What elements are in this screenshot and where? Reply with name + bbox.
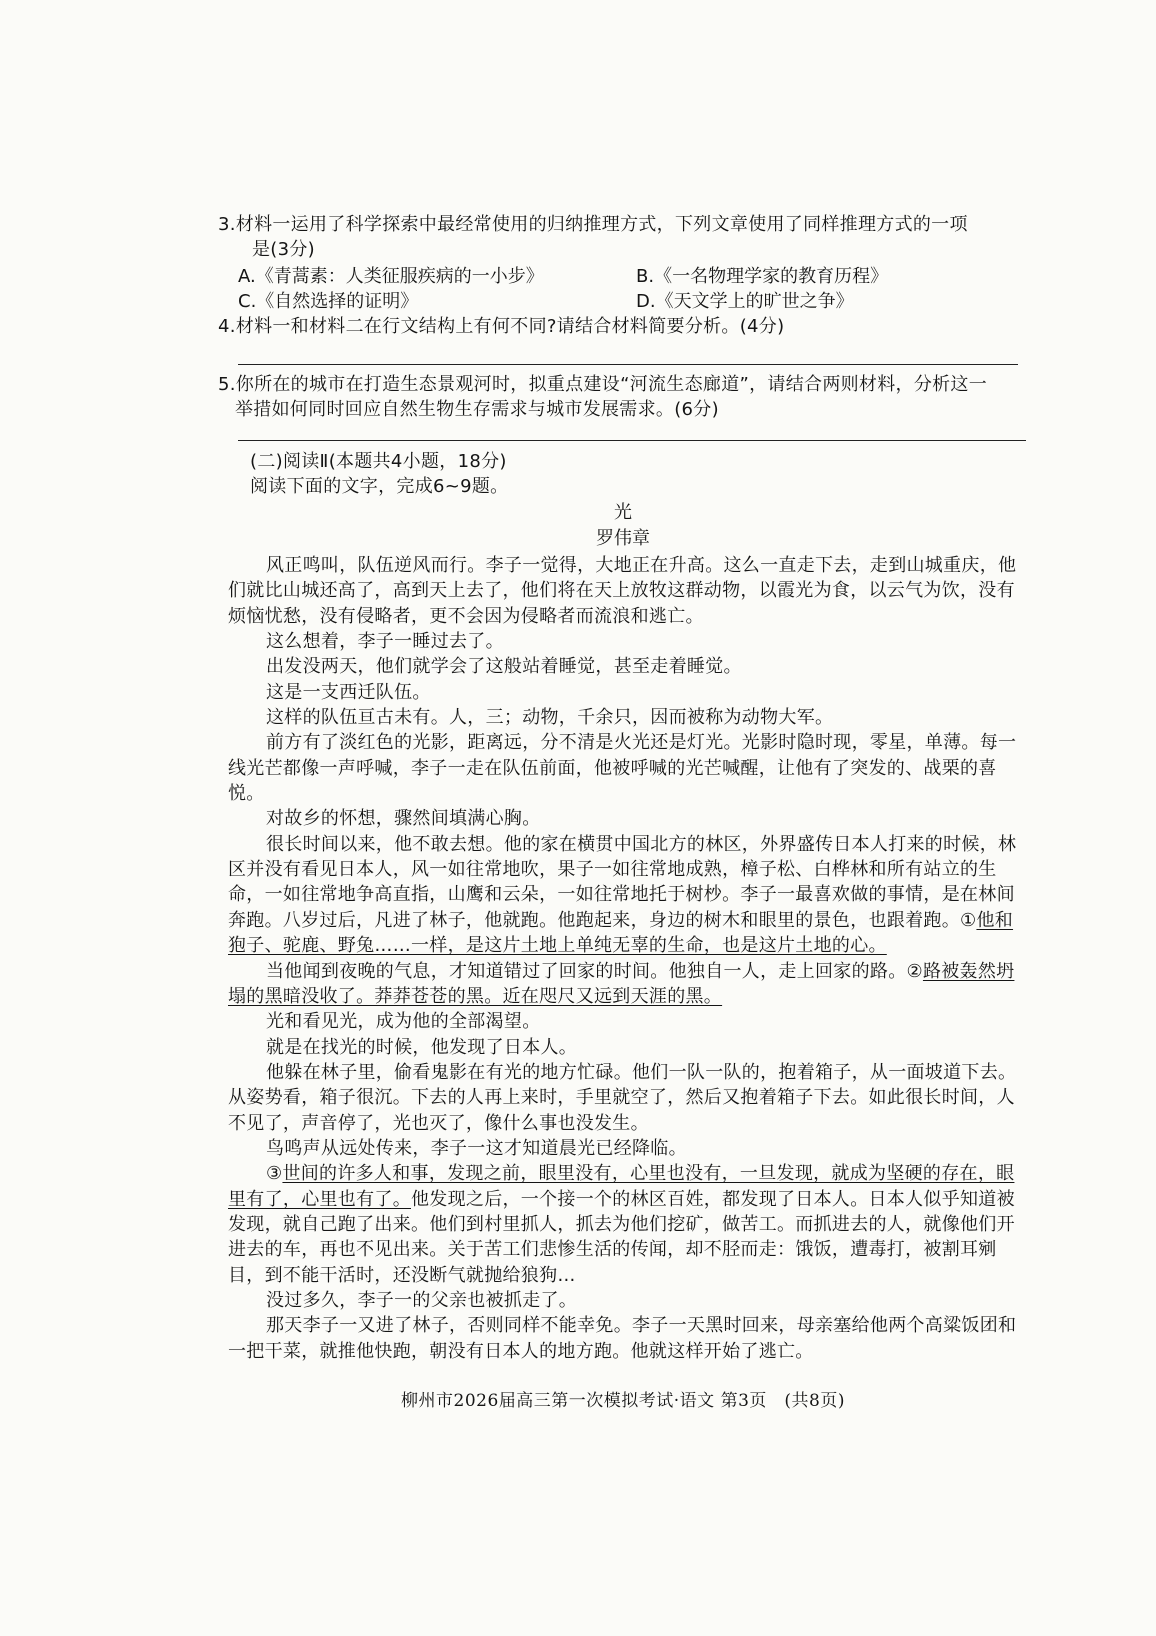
- paragraph: 他躲在林子里，偷看鬼影在有光的地方忙碌。他们一队一队的，抱着箱子，从一面坡道下去。从姿势看，箱子很沉。下去的人再上来时，手里就空了，然后又抱着箱子下去。如此很长时间，人不见了，声音停了，光也灭了，像什么事也没发生。: [228, 1061, 1017, 1134]
- underlined-sentence-2: 路被轰然坍塌的黑暗没收了。莽莽苍苍的黑。近在咫尺又远到天涯的黑。: [228, 960, 1015, 1007]
- question-4: 4.材料一和材料二在行文结构上有何不同?请结合材料简要分析。(4分): [218, 316, 785, 337]
- paragraph: [228, 959, 1018, 1010]
- marker-3: ③: [266, 1163, 283, 1185]
- question-5: [218, 372, 1018, 422]
- question-3-line1: 3.材料一运用了科学探索中最经常使用的归纳推理方式，下列文章使用了同样推理方式的一项: [218, 214, 968, 235]
- underlined-sentence-3: 世间的许多人和事，发现之前，眼里没有，心里也没有，一旦发现，就成为坚硬的存在，眼里有了，心里也有了。: [228, 1163, 1015, 1210]
- paragraph: 这么想着，李子一睡过去了。: [266, 631, 504, 653]
- paragraph: 光和看见光，成为他的全部渴望。: [266, 1011, 541, 1033]
- paragraph: 没过多久，李子一的父亲也被抓走了。: [266, 1289, 578, 1311]
- paragraph: 风正鸣叫，队伍逆风而行。李子一觉得，大地正在升高。这么一直走下去，走到山城重庆，他们就比山城还高了，高到天上去了，他们将在天上放牧这群动物，以霞光为食，以云气为饮，没有烦恼忧愁，没有侵略者，更不会因为侵略者而流浪和逃亡。: [228, 555, 1017, 627]
- underlined-sentence-1: 他和狍子、驼鹿、野兔……一样，是这片土地上单纯无辜的生命，也是这片土地的心。: [228, 909, 1014, 957]
- paragraph: 这是一支西迁队伍。: [266, 681, 431, 703]
- article-body: [228, 553, 1018, 1364]
- paragraph: [228, 832, 1018, 959]
- paragraph: [228, 1161, 1018, 1288]
- paragraph-text: 他发现之后，一个接一个的林区百姓，都发现了日本人。日本人似乎知道被发现，就自己跑了出来。他们到村里抓人，抓去为他们挖矿，做苦工。而抓进去的人，就像他们开进去的车，再也不见出来。关于苦工们悲惨生活的传闻，却不胫而走：饿饭，遭毒打，被割耳剜目，到不能干活时，还没断气就抛给狼狗…: [228, 1188, 1015, 1286]
- paragraph-text: 很长时间以来，他不敢去想。他的家在横贯中国北方的林区，外界盛传日本人打来的时候，林区并没有看见日本人，风一如往常地吹，果子一如往常地成熟，樟子松、白桦林和所有站立的生命，一如往常地争高直指，山鹰和云朵，一如往常地托于树杪。李子一最喜欢做的事情，是在林间奔跑。八岁过后，凡进了林子，他就跑。他跑起来，身边的树木和眼里的景色，也跟着跑。①: [228, 833, 1017, 931]
- paragraph-text: 当他闻到夜晚的气息，才知道错过了回家的时间。他独自一人，走上回家的路。②: [266, 960, 923, 982]
- answer-line-q5: [238, 440, 1026, 441]
- option-d: D.《天文学上的旷世之争》: [636, 291, 854, 312]
- article-author: 罗伟章: [596, 528, 650, 549]
- paragraph: 鸟鸣声从远处传来，李子一这才知道晨光已经降临。: [266, 1137, 687, 1159]
- answer-line-q4: [238, 364, 1018, 365]
- article-title: 光: [614, 502, 632, 523]
- question-5-line2: 举措如何同时回应自然生物生存需求与城市发展需求。(6分): [235, 399, 719, 420]
- paragraph: 那天李子一又进了林子，否则同样不能幸免。李子一天黑时回来，母亲塞给他两个高粱饭团和一把干菜，就推他快跑，朝没有日本人的地方跑。他就这样开始了逃亡。: [228, 1315, 1017, 1362]
- paragraph: 对故乡的怀想，骤然间填满心胸。: [266, 808, 541, 830]
- question-3-line2: 是(3分): [252, 239, 315, 260]
- paragraph: 出发没两天，他们就学会了这般站着睡觉，甚至走着睡觉。: [266, 656, 742, 678]
- option-a: A.《青蒿素：人类征服疾病的一小步》: [238, 266, 544, 287]
- paragraph: 就是在找光的时候，他发现了日本人。: [266, 1036, 578, 1058]
- option-b: B.《一名物理学家的教育历程》: [636, 266, 889, 287]
- section-heading: (二)阅读Ⅱ(本题共4小题，18分): [250, 451, 507, 472]
- question-5-line1: 5.你所在的城市在打造生态景观河时，拟重点建设“河流生态廊道”，请结合两则材料，分析这一: [218, 374, 988, 395]
- paragraph: 这样的队伍亘古未有。人，三；动物，千余只，因而被称为动物大军。: [266, 707, 834, 729]
- option-c: C.《自然选择的证明》: [238, 291, 419, 312]
- paragraph: 前方有了淡红色的光影，距离远，分不清是火光还是灯光。光影时隐时现，零星，单薄。每一线光芒都像一声呼喊，李子一走在队伍前面，他被呼喊的光芒喊醒，让他有了突发的、战栗的喜悦。: [228, 732, 1017, 805]
- section-instruction: 阅读下面的文字，完成6~9题。: [250, 476, 509, 497]
- page-footer: 柳州市2026届高三第一次模拟考试·语文 第3页 (共8页): [401, 1391, 845, 1411]
- question-3: [218, 212, 1035, 262]
